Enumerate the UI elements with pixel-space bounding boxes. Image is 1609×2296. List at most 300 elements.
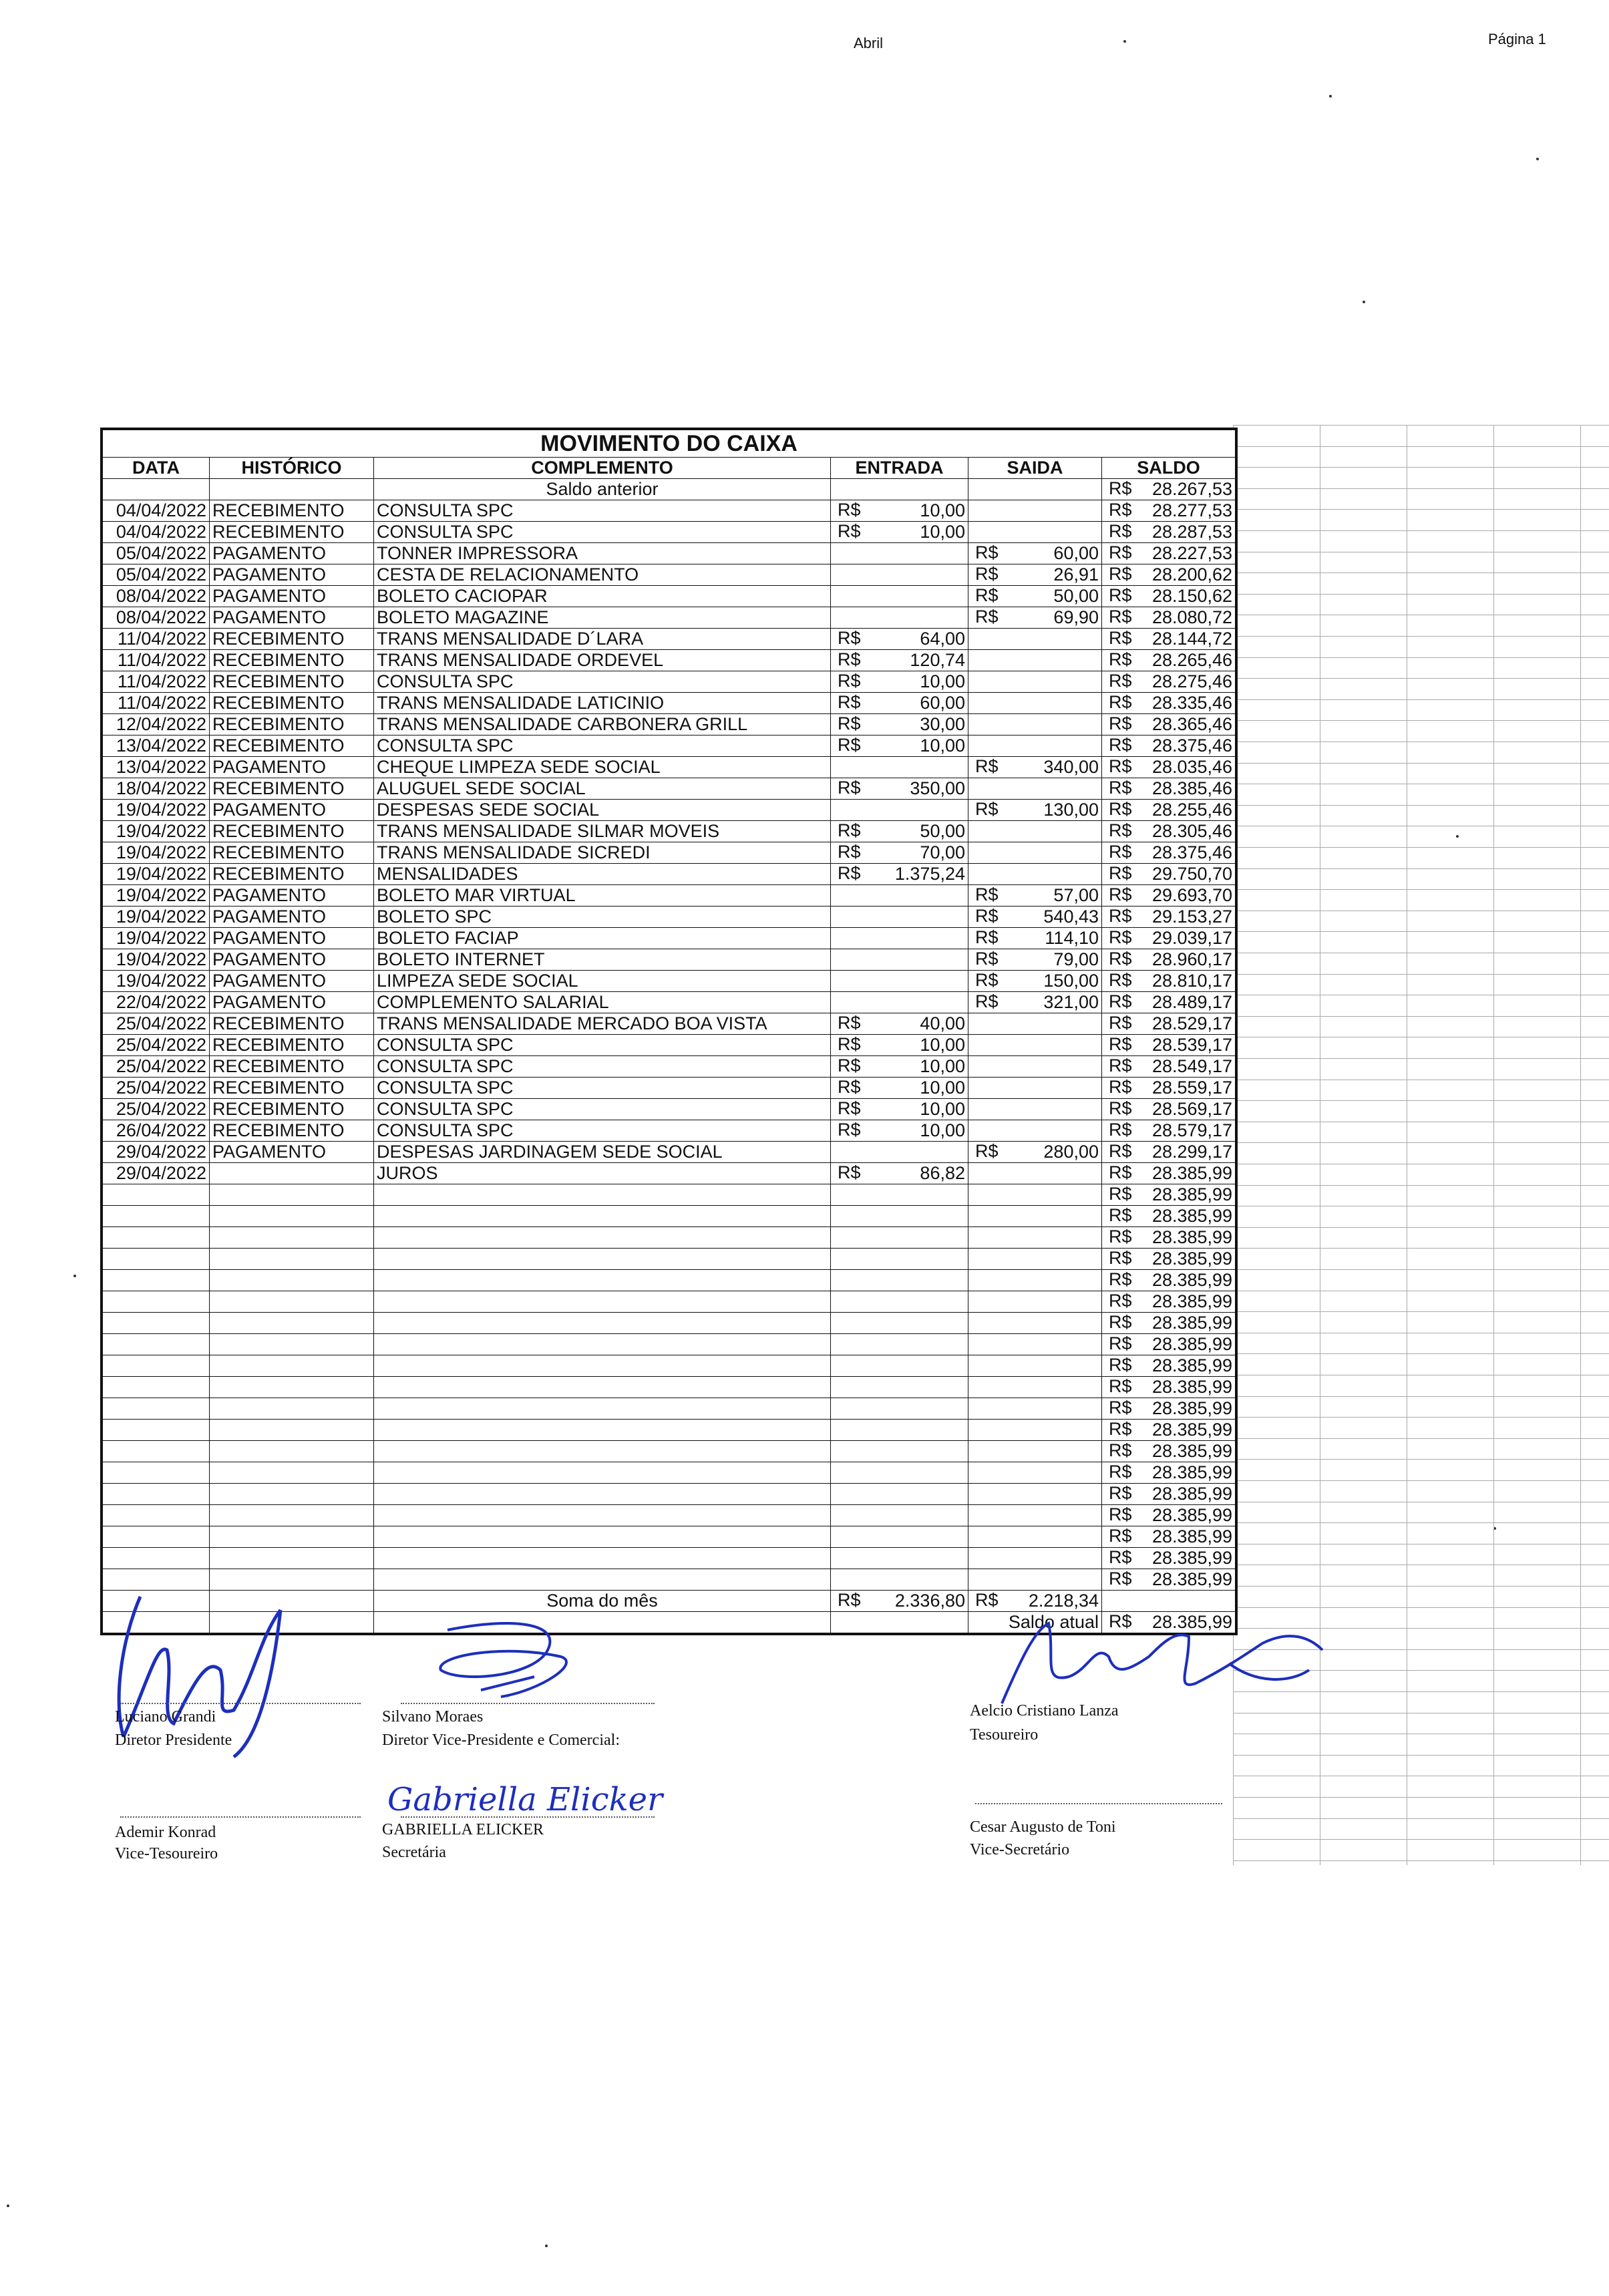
historico-cell: PAGAMENTO [210,885,374,907]
saldo-value: 28.305,46 [1151,821,1233,841]
total-entrada-cell [831,1591,968,1612]
currency-symbol: R$ [1109,1226,1132,1247]
saldo-cell [1102,864,1236,885]
currency-symbol: R$ [975,949,999,969]
currency-symbol: R$ [1109,713,1132,733]
currency-symbol: R$ [1109,1141,1132,1161]
grid-line [1233,720,1609,721]
saldo-cell [1102,821,1236,842]
cell-blank [968,1035,1102,1056]
date-cell: 04/04/2022 [103,522,210,543]
historico-cell: RECEBIMENTO [210,842,374,864]
saldo-value: 28.375,46 [1151,735,1233,756]
currency-symbol: R$ [975,906,999,926]
cell-blank [968,629,1102,650]
grid-line [1233,1459,1609,1460]
currency-symbol: R$ [838,820,861,840]
saldo-value: 28.549,17 [1151,1056,1233,1076]
cell-blank [968,735,1102,757]
currency-symbol: R$ [1109,607,1132,627]
saldo-value: 28.385,99 [1151,1398,1233,1418]
saida-cell [968,586,1102,607]
currency-symbol: R$ [1109,585,1132,605]
table-row [103,1548,1236,1569]
grid-line [1233,1142,1609,1143]
complemento-cell: TRANS MENSALIDADE ORDEVEL [374,650,831,671]
table-row [103,1142,1236,1163]
currency-symbol: R$ [1109,1013,1132,1033]
saldo-cell [1102,1142,1236,1163]
cell-blank [1102,1591,1236,1612]
cell-blank [374,1227,831,1249]
table-row [103,1355,1236,1377]
president-role: Diretor Presidente [115,1732,232,1749]
complemento-cell: CESTA DE RELACIONAMENTO [374,564,831,586]
vice-president-role: Diretor Vice-Presidente e Comercial: [382,1732,620,1749]
entrada-value: 1.375,24 [894,864,965,884]
total-saida-value: 2.218,34 [1028,1591,1099,1611]
grid-line [1233,1269,1609,1270]
cell-blank [831,564,968,586]
saldo-value: 28.385,99 [1151,1313,1233,1333]
table-row [103,586,1236,607]
table-row [103,971,1236,992]
table-row [103,1013,1236,1035]
table-row [103,650,1236,671]
saldo-value: 28.489,17 [1151,992,1233,1012]
page-header-month: Abril [854,35,884,51]
date-cell: 19/04/2022 [103,949,210,971]
secretary-name: GABRIELLA ELICKER [382,1821,544,1838]
currency-symbol: R$ [1109,1333,1132,1353]
saida-value: 114,10 [1045,928,1099,948]
saldo-cell [1102,714,1236,735]
table-row [103,928,1236,949]
table-row [103,1120,1236,1142]
signature-block [107,1630,1242,1870]
cell-blank [103,1313,210,1334]
saida-cell [968,992,1102,1013]
cell-blank [968,1163,1102,1184]
date-cell: 25/04/2022 [103,1035,210,1056]
date-cell: 05/04/2022 [103,543,210,564]
cell-blank [968,1420,1102,1441]
cell-blank [968,1569,1102,1591]
cell-blank [968,1099,1102,1120]
entrada-cell [831,1078,968,1099]
saldo-value: 28.569,17 [1151,1099,1233,1119]
cell-blank [831,992,968,1013]
saldo-value: 28.080,72 [1151,607,1233,627]
cell-blank [831,586,968,607]
historico-cell: RECEBIMENTO [210,1013,374,1035]
complemento-cell: TRANS MENSALIDADE D´LARA [374,629,831,650]
cell-blank [968,1078,1102,1099]
currency-symbol: R$ [838,649,861,669]
scan-speck [1536,158,1539,160]
historico-cell: RECEBIMENTO [210,714,374,735]
signature-line [120,1702,361,1704]
saldo-cell [1102,629,1236,650]
cell-blank [374,1313,831,1334]
column-header: DATA [103,458,210,479]
currency-symbol: R$ [838,1034,861,1054]
grid-line [1233,446,1609,447]
cell-blank [831,885,968,907]
saldo-value: 28.385,99 [1151,1163,1233,1183]
currency-symbol: R$ [1109,1440,1132,1460]
currency-symbol: R$ [1109,1291,1132,1311]
table-row [103,1462,1236,1484]
cell-blank [968,522,1102,543]
currency-symbol: R$ [1109,1483,1132,1503]
complemento-cell: CONSULTA SPC [374,735,831,757]
grid-line [1233,1586,1609,1587]
currency-symbol: R$ [838,671,861,691]
currency-symbol: R$ [838,713,861,733]
table-row [103,543,1236,564]
cell-blank [374,1270,831,1291]
entrada-cell [831,522,968,543]
complemento-cell: CONSULTA SPC [374,671,831,693]
cell-blank [831,757,968,778]
saida-cell [968,907,1102,928]
cell-blank [968,864,1102,885]
saida-value: 321,00 [1043,992,1099,1012]
saldo-value: 28.385,99 [1151,1484,1233,1504]
cell-blank [374,1569,831,1591]
saldo-cell [1102,949,1236,971]
cell-blank [968,1548,1102,1569]
cell-blank [968,500,1102,522]
cell-blank [831,800,968,821]
currency-symbol: R$ [1109,820,1132,840]
currency-symbol: R$ [838,1077,861,1097]
entrada-cell [831,1056,968,1078]
vice-secretary-name: Cesar Augusto de Toni [970,1818,1116,1836]
cell-blank [831,949,968,971]
cell-blank [103,1548,210,1569]
currency-symbol: R$ [1109,1462,1132,1482]
cell-blank [374,1441,831,1462]
saldo-cell [1102,564,1236,586]
cell-blank [103,1441,210,1462]
historico-cell: RECEBIMENTO [210,1078,374,1099]
entrada-value: 86,82 [920,1163,965,1183]
cell-blank [968,693,1102,714]
cell-blank [103,479,210,500]
cell-blank [968,1056,1102,1078]
saida-value: 60,00 [1053,543,1099,563]
saldo-cell [1102,800,1236,821]
date-cell: 25/04/2022 [103,1099,210,1120]
cell-blank [210,1249,374,1270]
saldo-value: 28.385,99 [1151,1462,1233,1482]
entrada-cell [831,735,968,757]
saldo-value: 28.287,53 [1151,522,1233,542]
grid-line [1233,763,1609,764]
table-row [103,1270,1236,1291]
currency-symbol: R$ [1109,735,1132,755]
saida-value: 540,43 [1043,907,1099,927]
historico-cell: PAGAMENTO [210,607,374,629]
table-row [103,1420,1236,1441]
saldo-value: 28.035,46 [1151,757,1233,777]
saldo-cell [1102,885,1236,907]
cell-blank [968,1505,1102,1526]
cell-blank [831,607,968,629]
date-cell: 11/04/2022 [103,671,210,693]
currency-symbol: R$ [1109,863,1132,883]
column-header: HISTÓRICO [210,458,374,479]
date-cell: 25/04/2022 [103,1056,210,1078]
scan-speck [1329,95,1332,98]
historico-cell: PAGAMENTO [210,586,374,607]
cell-blank [103,1184,210,1206]
cell-blank [210,479,374,500]
saida-cell [968,949,1102,971]
currency-symbol: R$ [838,735,861,755]
table-row [103,1484,1236,1505]
complemento-cell: TRANS MENSALIDADE CARBONERA GRILL [374,714,831,735]
currency-symbol: R$ [1109,1376,1132,1396]
saldo-cell [1102,1270,1236,1291]
date-cell: 19/04/2022 [103,928,210,949]
saida-value: 280,00 [1043,1142,1099,1162]
table-row [103,1078,1236,1099]
cell-blank [210,1313,374,1334]
currency-symbol: R$ [838,1098,861,1118]
date-cell: 19/04/2022 [103,864,210,885]
treasurer-name: Aelcio Cristiano Lanza [970,1702,1119,1719]
grid-line [1233,1100,1609,1101]
saldo-anterior-label: Saldo anterior [374,479,831,500]
complemento-cell: BOLETO SPC [374,907,831,928]
table-row [103,778,1236,800]
historico-cell: RECEBIMENTO [210,693,374,714]
saldo-cell [1102,1056,1236,1078]
entrada-cell [831,629,968,650]
saldo-cell [1102,500,1236,522]
saldo-value: 28.579,17 [1151,1120,1233,1140]
saida-value: 130,00 [1043,800,1099,820]
cell-blank [103,1355,210,1377]
cell-blank [210,1484,374,1505]
cell-blank [968,1270,1102,1291]
cell-blank [210,1441,374,1462]
saida-cell [968,1142,1102,1163]
currency-symbol: R$ [1109,778,1132,798]
currency-symbol: R$ [1109,521,1132,541]
saldo-value: 28.385,99 [1151,1548,1233,1568]
cell-blank [374,1377,831,1398]
column-header: ENTRADA [831,458,968,479]
saldo-cell [1102,650,1236,671]
cell-blank [968,1526,1102,1548]
cell-blank [374,1355,831,1377]
complemento-cell: JUROS [374,1163,831,1184]
cell-blank [374,1334,831,1355]
currency-symbol: R$ [838,521,861,541]
grid-line [1233,1311,1609,1312]
cell-blank [831,1184,968,1206]
saldo-value: 28.277,53 [1151,500,1233,520]
vice-president-signature [421,1610,594,1710]
table-row [103,564,1236,586]
complemento-cell: COMPLEMENTO SALARIAL [374,992,831,1013]
table-row [103,1505,1236,1526]
cell-blank [831,1227,968,1249]
entrada-cell [831,693,968,714]
entrada-value: 10,00 [920,1056,965,1076]
currency-symbol: R$ [838,842,861,862]
scan-speck [1363,301,1365,303]
saldo-cell [1102,1120,1236,1142]
currency-symbol: R$ [1109,1547,1132,1567]
cell-blank [210,1462,374,1484]
historico-cell: PAGAMENTO [210,907,374,928]
cell-blank [968,1462,1102,1484]
cell-blank [968,1377,1102,1398]
table-row [103,607,1236,629]
historico-cell: PAGAMENTO [210,543,374,564]
cell-blank [374,1291,831,1313]
historico-cell: RECEBIMENTO [210,1120,374,1142]
grid-line [1233,1839,1609,1840]
currency-symbol: R$ [1109,1355,1132,1375]
secretary-handwritten-name: Gabriella Elicker [387,1781,663,1818]
table-row [103,907,1236,928]
entrada-value: 70,00 [920,842,965,862]
cell-blank [831,907,968,928]
complemento-cell: BOLETO CACIOPAR [374,586,831,607]
saldo-cell [1102,1569,1236,1591]
currency-symbol: R$ [975,542,999,562]
grid-line [1233,1248,1609,1249]
complemento-cell: CONSULTA SPC [374,1035,831,1056]
column-header: SALDO [1102,458,1236,479]
currency-symbol: R$ [838,628,861,648]
grid-line [1233,594,1609,595]
historico-cell: PAGAMENTO [210,1142,374,1163]
scan-speck [545,2245,548,2247]
table-row [103,693,1236,714]
currency-symbol: R$ [838,863,861,883]
cash-movement-sheet [100,428,1238,1635]
cell-blank [968,821,1102,842]
column-header: SAIDA [968,458,1102,479]
entrada-value: 10,00 [920,1120,965,1140]
grid-line [1233,931,1609,932]
saldo-value: 28.200,62 [1151,564,1233,585]
grid-line [1233,572,1609,573]
currency-symbol: R$ [838,1162,861,1182]
grid-line [1233,1818,1609,1819]
entrada-cell [831,1035,968,1056]
currency-symbol: R$ [975,1590,999,1610]
saldo-cell [1102,907,1236,928]
cell-blank [968,479,1102,500]
saida-cell [968,607,1102,629]
saida-value: 340,00 [1043,757,1099,777]
historico-cell: RECEBIMENTO [210,500,374,522]
saldo-cell [1102,1462,1236,1484]
complemento-cell: CHEQUE LIMPEZA SEDE SOCIAL [374,757,831,778]
cell-blank [968,714,1102,735]
saldo-value: 28.539,17 [1151,1035,1233,1055]
saldo-cell [1102,671,1236,693]
entrada-cell [831,714,968,735]
cell-blank [968,1334,1102,1355]
sheet-title: MOVIMENTO DO CAIXA [103,430,1236,458]
saldo-cell [1102,1398,1236,1420]
total-entrada-value: 2.336,80 [894,1591,965,1611]
grid-line [1233,488,1609,489]
grid-line [1233,509,1609,510]
saldo-value: 29.693,70 [1151,885,1233,905]
scan-speck [1123,40,1126,43]
complemento-cell: TRANS MENSALIDADE SICREDI [374,842,831,864]
saldo-value: 28.385,99 [1151,1355,1233,1375]
table-row [103,757,1236,778]
saldo-cell [1102,1078,1236,1099]
currency-symbol: R$ [1109,949,1132,969]
saldo-cell [1102,1013,1236,1035]
currency-symbol: R$ [1109,927,1132,947]
date-cell: 19/04/2022 [103,907,210,928]
grid-line [1233,1227,1609,1228]
currency-symbol: R$ [1109,1569,1132,1589]
currency-symbol: R$ [1109,1162,1132,1182]
currency-symbol: R$ [838,1120,861,1140]
currency-symbol: R$ [838,1590,861,1610]
saldo-cell [1102,928,1236,949]
cell-blank [374,1548,831,1569]
complemento-cell: BOLETO FACIAP [374,928,831,949]
currency-symbol: R$ [1109,1398,1132,1418]
page-number: Página 1 [1488,31,1546,47]
grid-line [1233,1016,1609,1017]
cell-blank [831,1355,968,1377]
date-cell: 11/04/2022 [103,629,210,650]
cell-blank [374,1484,831,1505]
date-cell: 19/04/2022 [103,800,210,821]
saldo-cell [1102,1484,1236,1505]
cell-blank [968,650,1102,671]
cell-blank [210,1334,374,1355]
historico-cell: RECEBIMENTO [210,1056,374,1078]
cell-blank [968,1227,1102,1249]
cell-blank [103,1377,210,1398]
cell-blank [831,971,968,992]
signature-line [401,1816,655,1818]
cell-blank [831,1291,968,1313]
grid-line [1233,530,1609,531]
currency-symbol: R$ [1109,1120,1132,1140]
currency-symbol: R$ [1109,799,1132,819]
cell-blank [374,1249,831,1270]
cell-blank [210,1420,374,1441]
table-row [103,1441,1236,1462]
complemento-cell: TRANS MENSALIDADE SILMAR MOVEIS [374,821,831,842]
complemento-cell: DESPESAS SEDE SOCIAL [374,800,831,821]
cell-blank [831,1334,968,1355]
historico-cell: PAGAMENTO [210,949,374,971]
cell-blank [831,479,968,500]
cell-blank [210,1291,374,1313]
cell-blank [374,1462,831,1484]
complemento-cell: BOLETO INTERNET [374,949,831,971]
